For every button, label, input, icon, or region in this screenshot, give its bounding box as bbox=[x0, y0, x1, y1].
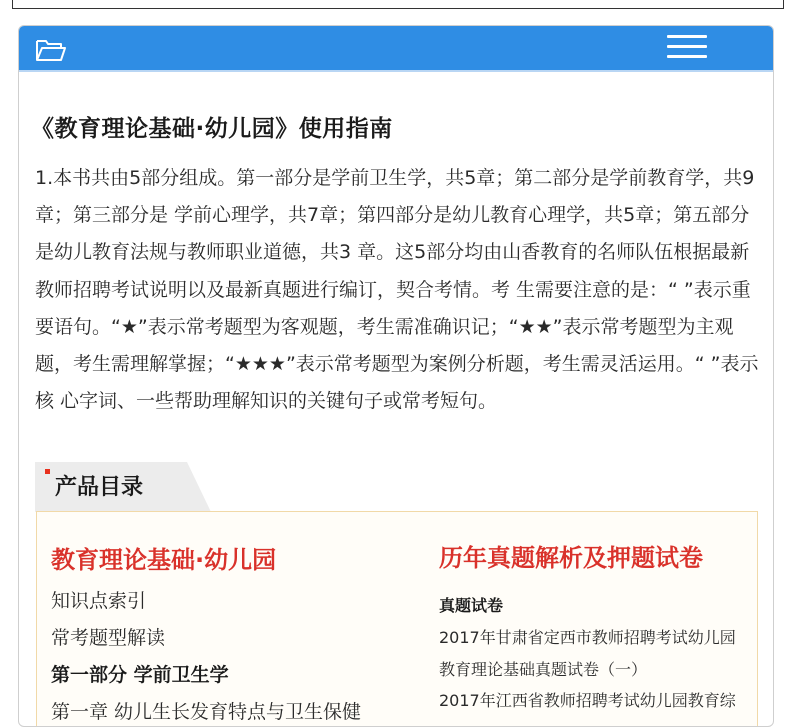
list-item[interactable]: 第一章 幼儿生长发育特点与卫生保健 bbox=[51, 701, 362, 723]
catalog-right-column bbox=[439, 538, 755, 717]
guide-body-text: 1.本书共由5部分组成。第一部分是学前卫生学，共5章；第二部分是学前教育学，共9章；第三部分是 学前心理学，共7章；第四部分是幼儿教育心理学，共5章；第五部分是幼儿教育法规与教师职业道德，共3 章。这5部分均由山香教育的名师队伍根据最新教师招聘考试说明以及最新真题进行编订，契合考情。考 生需要注意的是：“ ”表示重要语句。“★”表示常考题型为客观题，考生需准确识记；“★★”表示常考题型为主观题，考生需理解掌握；“★★★”表示常考题型为案例分析题，考生需灵活运用。“ ”表示核 心字词、一些帮助理解知识的关键句子或常考短句。 bbox=[35, 167, 759, 413]
header-bar bbox=[19, 26, 773, 72]
list-item[interactable]: 知识点索引 bbox=[51, 590, 147, 612]
section-marker bbox=[45, 469, 50, 474]
catalog-left-column bbox=[51, 540, 411, 727]
list-item[interactable]: 2017年江西省教师招聘考试幼儿园教育综 bbox=[439, 691, 736, 710]
list-item[interactable]: 2017年甘肃省定西市教师招聘考试幼儿园 bbox=[439, 628, 736, 647]
list-item[interactable]: 常考题型解读 bbox=[51, 627, 166, 649]
guide-title: 《教育理论基础·幼儿园》使用指南 bbox=[31, 116, 393, 142]
list-item[interactable]: 教育理论基础真题试卷（一） bbox=[439, 659, 648, 679]
right-book-title[interactable]: 历年真题解析及押题试卷 bbox=[439, 544, 703, 572]
right-subtitle: 真题试卷 bbox=[439, 596, 504, 615]
content-card bbox=[18, 25, 774, 727]
list-item-part-heading[interactable]: 第一部分 学前卫生学 bbox=[51, 664, 229, 686]
top-frame bbox=[12, 0, 784, 9]
menu-icon[interactable] bbox=[667, 35, 707, 61]
section-title: 产品目录 bbox=[55, 475, 144, 500]
left-book-title[interactable]: 教育理论基础·幼儿园 bbox=[51, 546, 277, 574]
product-catalog bbox=[36, 511, 758, 727]
folder-icon[interactable] bbox=[35, 37, 67, 63]
